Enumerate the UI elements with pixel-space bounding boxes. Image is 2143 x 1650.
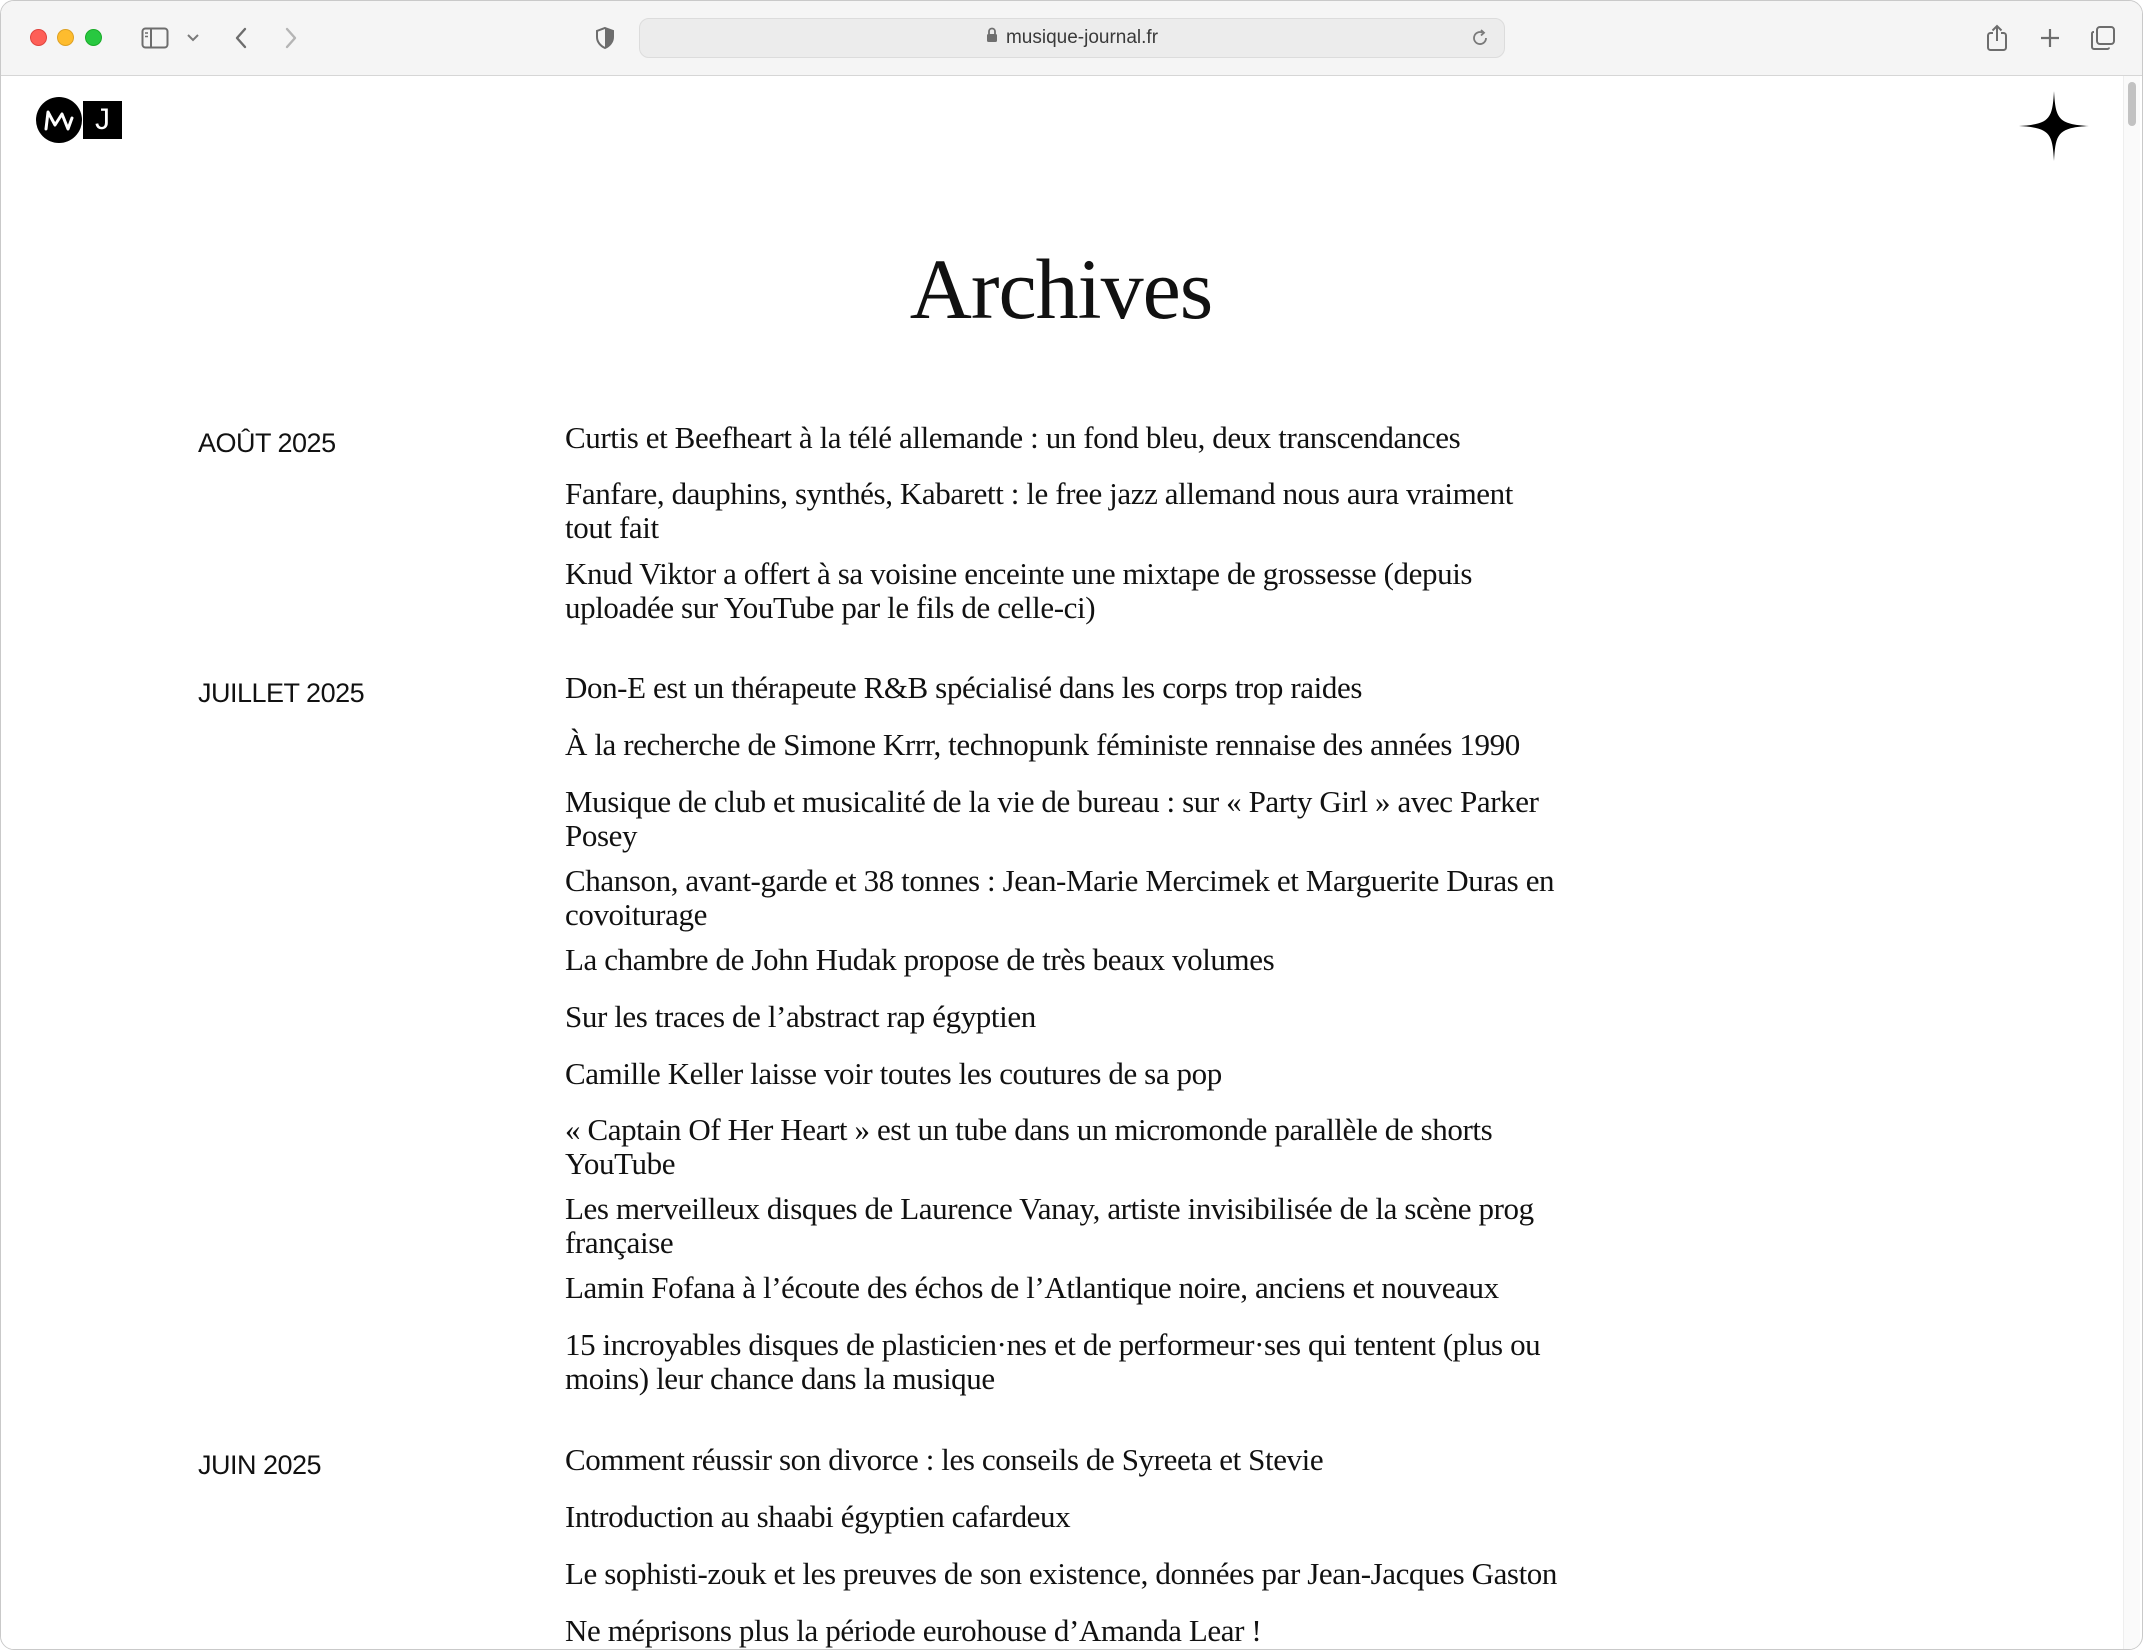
address-bar[interactable] [639,18,1505,58]
lock-icon [986,27,998,49]
article-link[interactable]: Comment réussir son divorce : les conseils de Syreeta et Stevie [565,1442,1324,1477]
page-title: Archives [909,241,1213,337]
sidebar-icon[interactable] [139,21,171,55]
month-heading: AOÛT 2025 [198,428,336,458]
web-page [1,76,2121,1650]
minimize-window-button[interactable] [57,29,74,46]
article-link[interactable]: Ne méprisons plus la période eurohouse d’Amanda Lear ! [565,1613,1262,1648]
close-window-button[interactable] [30,29,47,46]
article-link[interactable]: Les merveilleux disques de Laurence Vanay, artiste invisibilisée de la scène prog française [565,1191,1534,1260]
article-link[interactable]: Curtis et Beefheart à la télé allemande : un fond bleu, deux transcendances [565,420,1461,455]
article-link[interactable]: La chambre de John Hudak propose de très beaux volumes [565,942,1275,977]
logo-j-mark: J [83,101,122,139]
forward-icon[interactable] [279,21,303,55]
url-text: musique-journal.fr [1005,27,1159,48]
article-link[interactable]: Musique de club et musicalité de la vie de bureau : sur « Party Girl » avec Parker Posey [565,784,1539,853]
article-link[interactable]: Introduction au shaabi égyptien cafardeux [565,1499,1071,1534]
article-link[interactable]: Sur les traces de l’abstract rap égyptien [565,999,1036,1034]
article-link[interactable]: Camille Keller laisse voir toutes les coutures de sa pop [565,1056,1222,1091]
logo-m-mark [36,97,82,143]
chevron-down-icon[interactable] [185,21,201,55]
article-link[interactable]: Fanfare, dauphins, synthés, Kabarett : le free jazz allemand nous aura vraiment tout fait [565,476,1513,545]
scrollbar[interactable] [2123,76,2140,1650]
tabs-icon[interactable] [2090,21,2116,55]
site-logo[interactable] [36,97,122,143]
article-link[interactable]: Knud Viktor a offert à sa voisine enceinte une mixtape de grossesse (depuis uploadée sur YouTube par le fils de celle-ci) [565,556,1473,625]
back-icon[interactable] [229,21,253,55]
scrollbar-thumb[interactable] [2128,82,2136,126]
article-link[interactable]: Chanson, avant-garde et 38 tonnes : Jean-Marie Mercimek et Marguerite Duras en covoiturage [565,863,1555,932]
month-heading: JUIN 2025 [198,1450,322,1480]
article-link[interactable]: « Captain Of Her Heart » est un tube dans un micromonde parallèle de shorts YouTube [565,1112,1493,1181]
article-link[interactable]: 15 incroyables disques de plasticien·nes et de performeur·ses qui tentent (plus ou moins) leur chance dans la musique [565,1327,1541,1396]
month-heading: JUILLET 2025 [198,678,365,708]
article-link[interactable]: Le sophisti-zouk et les preuves de son existence, données par Jean-Jacques Gaston [565,1556,1558,1591]
plus-icon[interactable] [2037,21,2063,55]
article-link[interactable]: Don-E est un thérapeute R&B spécialisé dans les corps trop raides [565,670,1362,705]
zoom-window-button[interactable] [85,29,102,46]
shield-icon[interactable] [593,21,617,55]
share-icon[interactable] [1984,21,2010,55]
browser-toolbar [1,1,2142,76]
reload-icon[interactable] [1470,28,1490,53]
sparkle-icon[interactable] [2019,91,2089,166]
article-link[interactable]: À la recherche de Simone Krrr, technopunk féministe rennaise des années 1990 [565,727,1520,762]
article-link[interactable]: Lamin Fofana à l’écoute des échos de l’Atlantique noire, anciens et nouveaux [565,1270,1499,1305]
